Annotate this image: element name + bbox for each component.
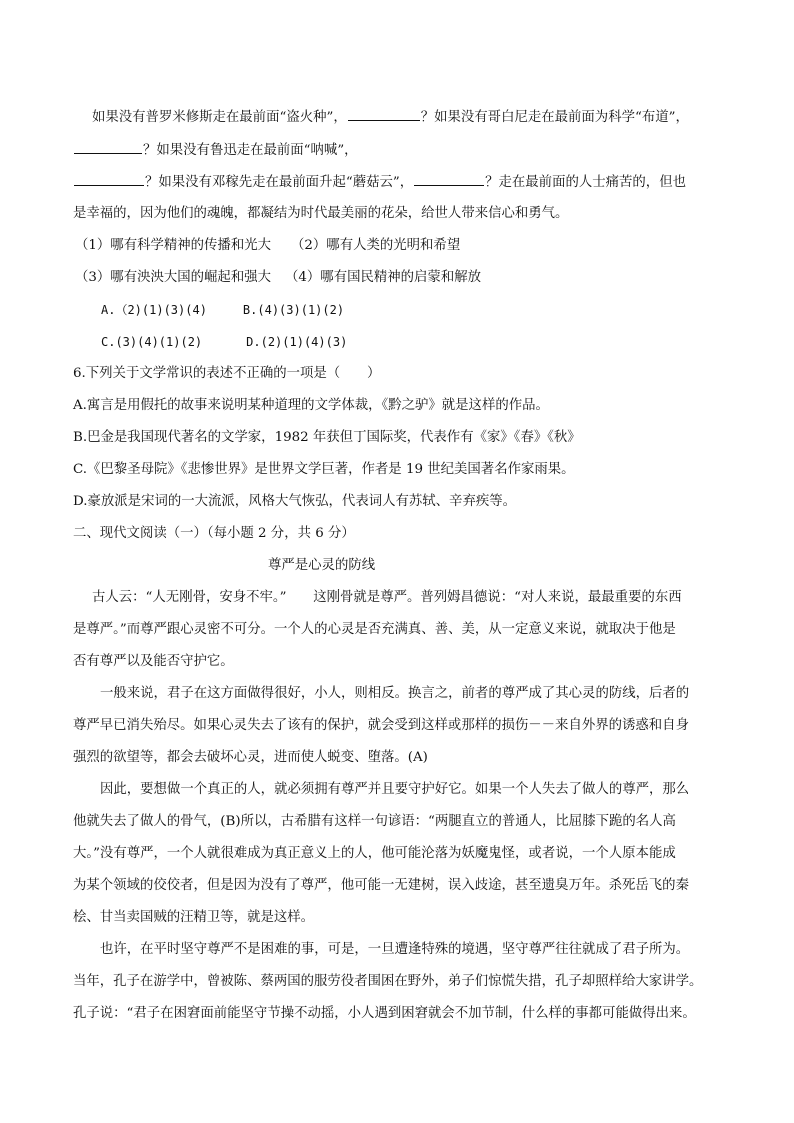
article-line: 尊严早已消失殆尽。如果心灵失去了该有的保护，就会受到这样或那样的损伤－－来自外界的诱惑和自身 (73, 718, 689, 733)
passage-line-1 (92, 108, 689, 127)
q6-option-c: C.《巴黎圣母院》《悲惨世界》是世界文学巨著，作者是 19 世纪美国著名作家雨果。 (73, 462, 575, 477)
passage-text: ？如果没有邓稼先走在最前面升起“蘑菇云”， (145, 175, 414, 190)
q6-stem: 6.下列关于文学常识的表述不正确的一项是（ ） (73, 366, 381, 381)
article-line: 因此，要想做一个真正的人，就必须拥有尊严并且要守护好它。如果一个人失去了做人的尊严，那么 (100, 782, 690, 797)
q6-option-b: B.巴金是我国现代著名的文学家，1982 年获但丁国际奖，代表作有《家》《春》《秋》 (73, 430, 581, 445)
article-title: 尊严是心灵的防线 (268, 558, 376, 573)
article-line: 他就失去了做人的骨气，(B)所以，古希腊有这样一句谚语：“两腿直立的普通人，比屈膝下跪的名人高 (73, 814, 676, 829)
article-line: 也许，在平时坚守尊严不是困难的事，可是，一旦遭逢特殊的境遇，坚守尊严往往就成了君子所为。 (100, 942, 690, 957)
article-line: 古人云：“人无刚骨，安身不牢。” 这刚骨就是尊严。普列姆昌德说：“对人来说，最最重要的东西 (92, 590, 682, 605)
choice-3: （3）哪有泱泱大国的崛起和强大 (75, 270, 271, 285)
q5-option-b: B.(4)(3)(1)(2) (242, 303, 345, 317)
choice-2: （2）哪有人类的光明和希望 (291, 238, 461, 253)
choice-1: （1）哪有科学精神的传播和光大 (75, 238, 271, 253)
passage-text: ？如果没有鲁迅走在最前面“呐喊”， (143, 143, 358, 158)
q5-option-a: A.（2)(1)(3)(4) (101, 303, 207, 317)
answer-blank-2 (74, 141, 142, 154)
q6-option-d: D.豪放派是宋词的一大流派，风格大气恢弘，代表词人有苏轼、辛弃疾等。 (73, 494, 517, 509)
choice-4: （4）哪有国民精神的启蒙和解放 (285, 270, 481, 285)
q5-options-row-2 (101, 333, 347, 351)
article-line: 为某个领域的佼佼者，但是因为没有了尊严，他可能一无建树，误入歧途，甚至遗臭万年。杀死岳飞的秦 (73, 878, 689, 893)
q5-option-c: C.(3)(4)(1)(2) (101, 335, 203, 349)
article-line: 一般来说，君子在这方面做得很好，小人，则相反。换言之，前者的尊严成了其心灵的防线，后者的 (100, 686, 690, 701)
article-line: 桧、甘当卖国贼的汪精卫等，就是这样。 (73, 910, 315, 925)
article-line: 当年，孔子在游学中，曾被陈、蔡两国的服劳役者围困在野外，弟子们惊慌失措，孔子却照样给大家讲学。 (73, 974, 703, 989)
answer-blank-3 (74, 173, 144, 186)
q5-options-row-1 (101, 301, 344, 319)
answer-blank-1 (348, 108, 420, 121)
passage-line-3 (73, 173, 686, 192)
article-line: 大。”没有尊严，一个人就很难成为真正意义上的人，他可能沦落为妖魔鬼怪，或者说，一个人原本能成 (73, 846, 676, 861)
choice-row-2 (75, 269, 481, 287)
q6-option-a: A.寓言是用假托的故事来说明某种道理的文学体裁，《黔之驴》就是这样的作品。 (73, 398, 549, 413)
passage-text: 如果没有普罗米修斯走在最前面“盗火种”， (92, 110, 347, 125)
passage-line-2 (73, 141, 358, 160)
passage-text: ？走在最前面的人士痛苦的，但也 (485, 175, 686, 190)
q5-option-d: D.(2)(1)(4)(3) (246, 335, 348, 349)
answer-blank-4 (414, 173, 484, 186)
section-heading: 二、现代文阅读（一）（每小题 2 分，共 6 分） (73, 526, 355, 541)
article-line: 强烈的欲望等，都会去破坏心灵，进而使人蜕变、堕落。(A) (73, 750, 428, 765)
article-line: 孔子说：“君子在困窘面前能坚守节操不动摇，小人遇到困窘就会不加节制，什么样的事都可能做得出来。 (73, 1006, 696, 1021)
choice-row-1 (75, 237, 460, 255)
passage-text: ？如果没有哥白尼走在最前面为科学“布道”， (420, 110, 689, 125)
article-line: 是尊严。”而尊严跟心灵密不可分。一个人的心灵是否充满真、善、美，从一定意义来说，就取决于他是 (73, 622, 676, 637)
article-line: 否有尊严以及能否守护它。 (73, 654, 234, 669)
passage-line-4: 是幸福的，因为他们的魂魄，都凝结为时代最美丽的花朵，给世人带来信心和勇气。 (73, 206, 569, 221)
